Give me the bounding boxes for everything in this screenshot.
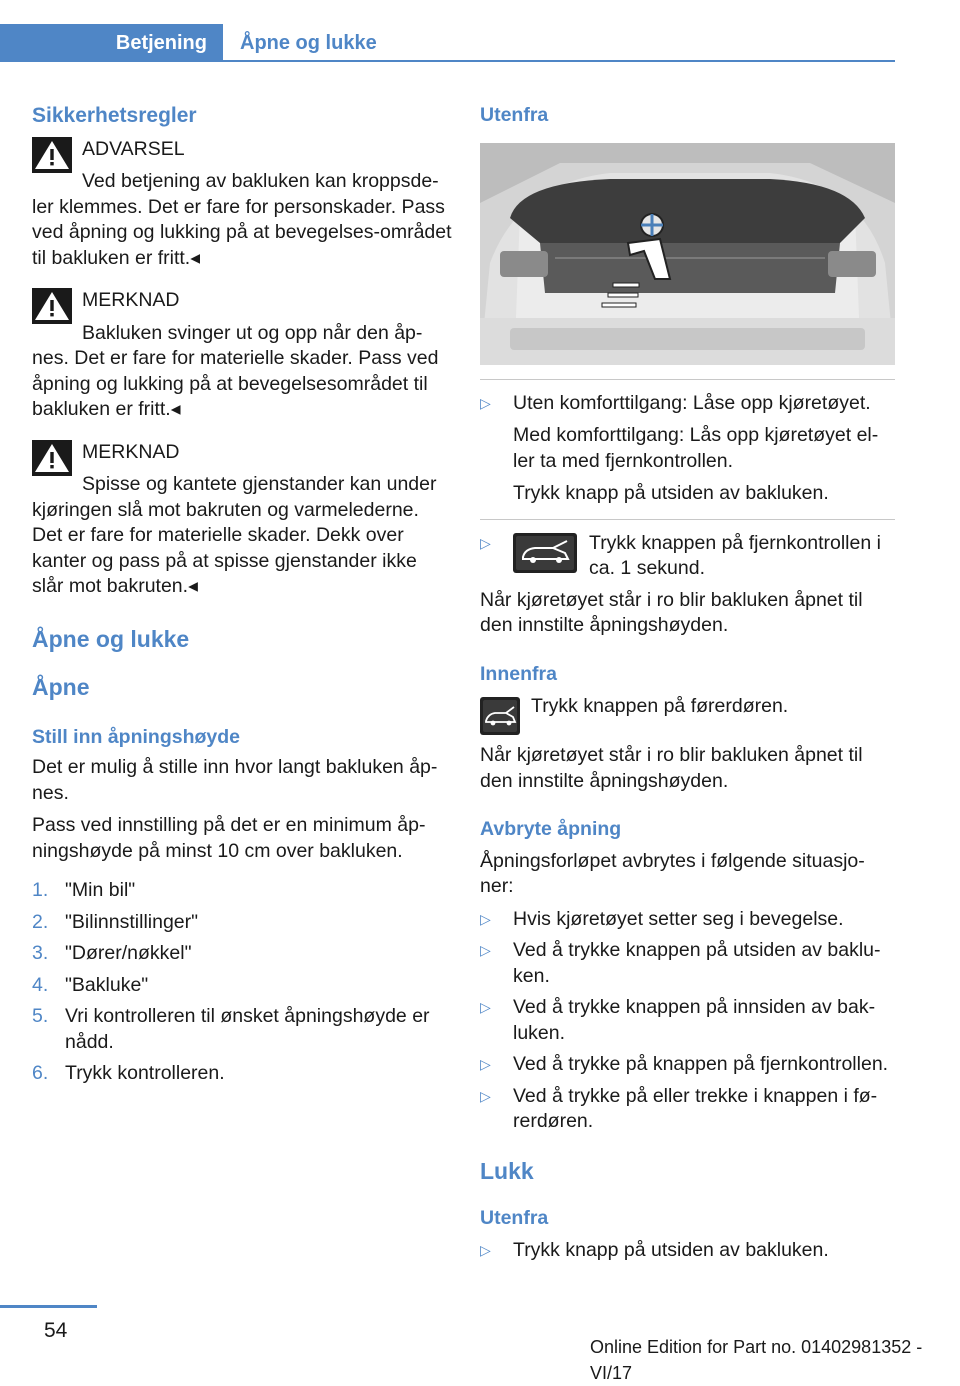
notice-text-line: Bakluken svinger ut og opp når den åp- <box>82 321 423 344</box>
step-item <box>32 1061 452 1087</box>
step-number: 3. <box>32 942 49 964</box>
cancel-intro: Åpningsforløpet avbrytes i følgende situasjo-ner: <box>480 849 865 897</box>
left-column <box>32 103 452 1087</box>
step-text: "Min bil" <box>65 879 136 901</box>
step-text: "Bilinnstillinger" <box>65 910 199 933</box>
header-rule <box>0 60 895 62</box>
inside-text: Trykk knappen på førerdøren. <box>531 695 789 717</box>
safety-title: Sikkerhetsregler <box>32 104 197 127</box>
cancel-list <box>480 907 895 1135</box>
set-height-paragraph-1: Det er mulig å stille inn hvor langt bakluken åp-nes. <box>32 756 438 804</box>
steps-list <box>32 878 452 1087</box>
notice-heading: MERKNAD <box>82 289 180 311</box>
bullet-triangle-icon: ▷ <box>480 394 491 411</box>
bullet-text: Ved å trykke knappen på utsiden av baklu-ken. <box>513 939 881 987</box>
edition-note: Online Edition for Part no. 01402981352 - VI/17 <box>590 1337 923 1383</box>
header-tab-apne-og-lukke: Åpne og lukke <box>240 32 377 54</box>
bullet-triangle-icon: ▷ <box>480 942 491 958</box>
warning-icon <box>32 288 72 324</box>
set-height-title: Still inn åpningshøyde <box>32 725 241 748</box>
warning-text-line: Ved betjening av bakluken kan kroppsde- <box>82 170 439 192</box>
warning-block-1 <box>32 137 452 272</box>
step-item <box>32 973 452 999</box>
notice-heading: MERKNAD <box>82 440 180 463</box>
notice-text: nes. Det er fare for materielle skader. Pass ved åpning og lukking på at bevegelsesområdet til bakluken er fritt.◂ <box>32 347 439 420</box>
notice-block-1 <box>32 288 452 423</box>
step-number: 5. <box>32 1005 49 1027</box>
cancel-title: Avbryte åpning <box>480 818 622 840</box>
bullet-text: Hvis kjøretøyet setter seg i bevegelse. <box>513 907 844 930</box>
bullet-text: Ved å trykke knappen på innsiden av bak-luken. <box>513 996 876 1044</box>
step-text: "Dører/nøkkel" <box>65 942 192 964</box>
warning-icon <box>32 137 72 173</box>
page-header <box>0 24 895 62</box>
step-number: 1. <box>32 879 49 901</box>
bullet-triangle-icon: ▷ <box>480 910 491 927</box>
right-column <box>480 103 895 1263</box>
warning-text: ler klemmes. Det er fare for personskader. Pass ved åpning og lukking på at bevegelses-området til bakluken er fritt.◂ <box>32 195 452 269</box>
inside-row <box>480 693 895 737</box>
bullet-item <box>480 391 895 507</box>
bullet-item <box>480 1052 895 1078</box>
bullet-triangle-icon: ▷ <box>480 1087 491 1104</box>
step-number: 6. <box>32 1062 49 1084</box>
bullet-text: Trykk knapp på utsiden av bakluken. <box>513 482 829 504</box>
tailgate-illustration <box>480 143 895 365</box>
warning-icon <box>32 440 72 476</box>
subsection-title: Åpne <box>32 674 90 700</box>
bullet-text: Ved å trykke på eller trekke i knappen i fø-rerdøren. <box>513 1084 878 1132</box>
step-text: Vri kontrolleren til ønsket åpningshøyde er nådd. <box>65 1005 430 1053</box>
bullet-item <box>480 907 895 933</box>
divider <box>480 519 895 520</box>
warning-heading: ADVARSEL <box>82 137 185 160</box>
step-item <box>32 941 452 967</box>
outside-title: Utenfra <box>480 104 549 126</box>
paragraph: Når kjøretøyet står i ro blir bakluken åpnet til den innstilte åpningshøyden. <box>480 744 863 792</box>
bullet-text: Trykk knappen på fjernkontrollen i ca. 1 sekund. <box>589 531 881 579</box>
bullet-item <box>480 1084 895 1135</box>
close-title: Lukk <box>480 1157 534 1184</box>
bullet-text: Med komforttilgang: Lås opp kjøretøyet el-ler ta med fjernkontrollen. <box>513 424 879 472</box>
step-number: 4. <box>32 973 49 996</box>
bullet-item <box>480 531 895 582</box>
step-item <box>32 910 452 936</box>
bullet-triangle-icon: ▷ <box>480 999 491 1015</box>
set-height-paragraph-2: Pass ved innstilling på det er en minimum åp-ningshøyde på minst 10 cm over bakluken. <box>32 814 426 862</box>
divider <box>480 379 895 380</box>
notice-block-2 <box>32 440 452 600</box>
step-item <box>32 878 452 904</box>
close-outside-title: Utenfra <box>480 1207 549 1229</box>
bullet-triangle-icon: ▷ <box>480 1056 491 1072</box>
header-tab-active <box>0 24 223 62</box>
paragraph: Når kjøretøyet står i ro blir bakluken åpnet til den innstilte åpningshøyden. <box>480 588 863 636</box>
header-tab-betjening: Betjening <box>115 32 207 54</box>
footer-rule <box>0 1305 97 1308</box>
remote-tailgate-button-icon <box>513 533 577 573</box>
step-text: Trykk kontrolleren. <box>65 1062 225 1084</box>
notice-text: kjøringen slå mot bakruten og varmelederne. Det er fare for materielle skader. Dekk over kanter og pass på at spisse gjenstander ikke slår mot bakruten.◂ <box>32 498 419 597</box>
bullet-text: Ved å trykke på knappen på fjernkontrollen. <box>513 1053 889 1075</box>
door-tailgate-button-icon <box>480 697 520 735</box>
bullet-item <box>480 995 895 1046</box>
inside-title: Innenfra <box>480 662 557 685</box>
step-item <box>32 1004 452 1055</box>
section-title: Åpne og lukke <box>32 625 190 652</box>
page-number: 54 <box>44 1319 68 1342</box>
notice-text-line: Spisse og kantete gjenstander kan under <box>82 473 437 495</box>
bullet-text: Trykk knapp på utsiden av bakluken. <box>513 1238 829 1261</box>
bullet-text: Uten komforttilgang: Låse opp kjøretøyet. <box>513 391 871 414</box>
bullet-item <box>480 938 895 989</box>
step-number: 2. <box>32 910 49 933</box>
bullet-triangle-icon: ▷ <box>480 1241 491 1258</box>
step-text: "Bakluke" <box>65 973 149 996</box>
bullet-item <box>480 1238 895 1264</box>
bullet-triangle-icon: ▷ <box>480 534 491 551</box>
